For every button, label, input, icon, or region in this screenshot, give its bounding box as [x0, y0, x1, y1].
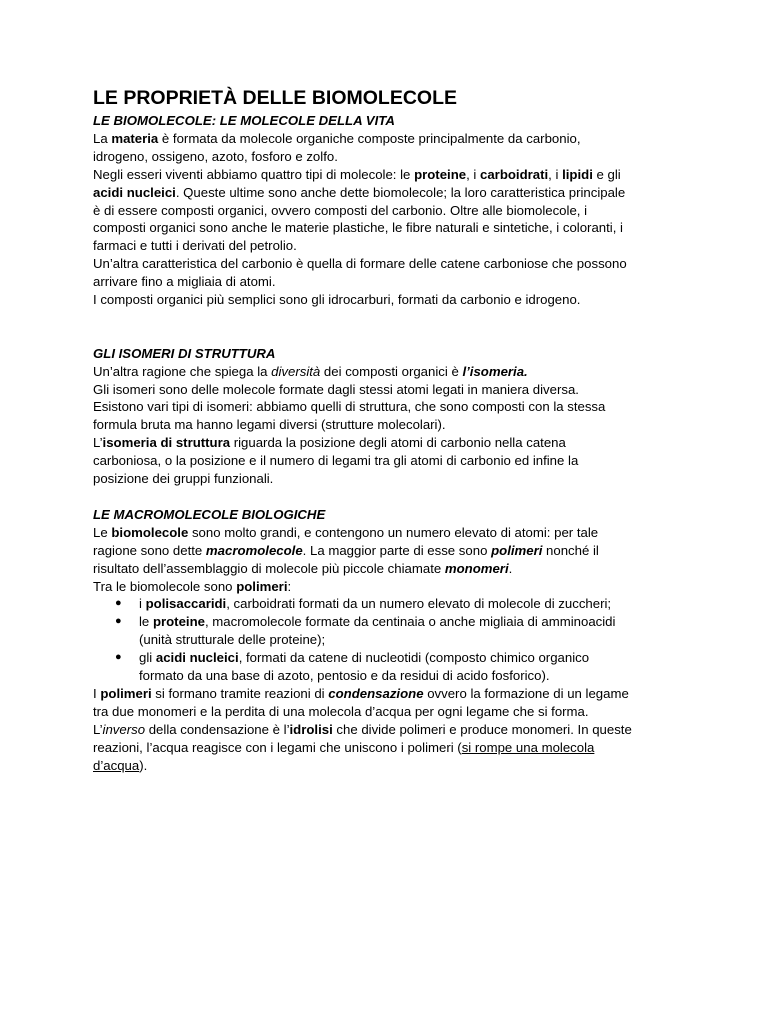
bold-italic-term: monomeri: [444, 560, 509, 576]
bold-term: acidi nucleici: [93, 184, 176, 200]
document-title: LE PROPRIETÀ DELLE BIOMOLECOLE: [93, 87, 458, 109]
paragraph: Gli isomeri sono delle molecole formate dagli stessi atomi legati in maniera diversa.: [93, 381, 579, 397]
bullet-list: [93, 595, 683, 685]
bold-term: biomolecole: [111, 524, 189, 540]
paragraph: I composti organici più semplici sono gli idrocarburi, formati da carbonio e idrogeno.: [93, 292, 581, 308]
paragraph: Le biomolecole sono molto grandi, e contengono un numero elevato di atomi: per tale ragione sono dette macromolecole. La maggior parte di esse sono polimeri nonché il risultato dell’assemblaggio di molecole più piccole chiamate monomeri.: [93, 524, 599, 576]
list-item: ● gli acidi nucleici, formati da catene di nucleotidi (composto chimico organico formato da una base di azoto, pentosio e da residui di acido fosforico).: [115, 650, 590, 684]
paragraph: Esistono vari tipi di isomeri: abbiamo quelli di struttura, che sono composti con la stessa formula bruta ma hanno legami diversi (strutture molecolari).: [93, 399, 606, 433]
bold-term: isomeria di struttura: [102, 435, 231, 451]
paragraph: Un’altra caratteristica del carbonio è quella di formare delle catene carboniose che possono arrivare fino a migliaia di atomi.: [93, 256, 627, 290]
bold-italic-term: condensazione: [328, 685, 424, 701]
bold-term: polisaccaridi: [145, 596, 227, 612]
section-heading: GLI ISOMERI DI STRUTTURA: [93, 345, 276, 361]
underlined-text: si rompe una molecola: [461, 739, 595, 755]
list-item: ● le proteine, macromolecole formate da centinaia o anche migliaia di amminoacidi (unità strutturale delle proteine);: [115, 614, 616, 648]
bullet-icon: ●: [115, 597, 122, 610]
bold-term: materia: [111, 130, 159, 146]
paragraph: L’inverso della condensazione è l’idrolisi che divide polimeri e produce monomeri. In queste reazioni, l’acqua reagisce con i legami che uniscono i polimeri (si rompe una molecola d’acqua).: [93, 721, 632, 773]
paragraph: Tra le biomolecole sono polimeri:: [93, 578, 292, 594]
paragraph: I polimeri si formano tramite reazioni di condensazione ovvero la formazione di un legame tra due monomeri e la perdita di una molecola d’acqua per ogni legame che si forma.: [93, 685, 629, 719]
bullet-icon: ●: [115, 651, 122, 664]
bold-term: acidi nucleici: [155, 650, 239, 666]
list-item: ● i polisaccaridi, carboidrati formati da un numero elevato di molecole di zuccheri;: [115, 596, 612, 612]
section-biomolecole: [93, 112, 683, 309]
italic-term: diversità: [271, 363, 321, 379]
bold-italic-term: l’isomeria.: [462, 363, 528, 379]
paragraph: Negli esseri viventi abbiamo quattro tipi di molecole: le proteine, i carboidrati, i lipidi e gli acidi nucleici. Queste ultime sono anche dette biomolecole; la loro caratteristica principale è di essere composti organici, ovvero composti del carbonio. Oltre alle biomolecole, i composti organici sono anche le materie plastiche, le fibre naturali e sintetiche, i coloranti, i farmaci e tutti i derivati del petrolio.: [93, 166, 626, 254]
bold-term: proteine: [152, 614, 205, 630]
bold-term: idrolisi: [289, 721, 333, 737]
section-macromolecole: [93, 506, 683, 775]
section-heading: LE MACROMOLECOLE BIOLOGICHE: [93, 506, 326, 522]
bold-italic-term: polimeri: [491, 542, 543, 558]
bullet-icon: ●: [115, 615, 122, 628]
section-spacer: [93, 309, 683, 345]
bold-term: proteine: [414, 166, 467, 182]
bold-term: polimeri: [100, 685, 152, 701]
section-spacer: [93, 488, 683, 506]
bold-italic-term: macromolecole: [205, 542, 303, 558]
document-body: [93, 86, 683, 775]
paragraph: Un’altra ragione che spiega la diversità dei composti organici è l’isomeria.: [93, 363, 528, 379]
paragraph: L’isomeria di struttura riguarda la posizione degli atomi di carbonio nella catena carboniosa, o la posizione e il numero di legami tra gli atomi di carbonio ed infine la posizione dei gruppi funzionali.: [93, 435, 579, 487]
underlined-text: d’acqua: [93, 757, 140, 773]
bold-term: lipidi: [562, 166, 593, 182]
italic-term: inverso: [102, 721, 146, 737]
bold-term: polimeri: [236, 578, 288, 594]
section-isomeri: [93, 345, 683, 488]
paragraph: La materia è formata da molecole organiche composte principalmente da carbonio, idrogeno, ossigeno, azoto, fosforo e zolfo.: [93, 130, 581, 164]
bold-term: carboidrati: [480, 166, 549, 182]
section-heading: LE BIOMOLECOLE: LE MOLECOLE DELLA VITA: [93, 113, 395, 128]
